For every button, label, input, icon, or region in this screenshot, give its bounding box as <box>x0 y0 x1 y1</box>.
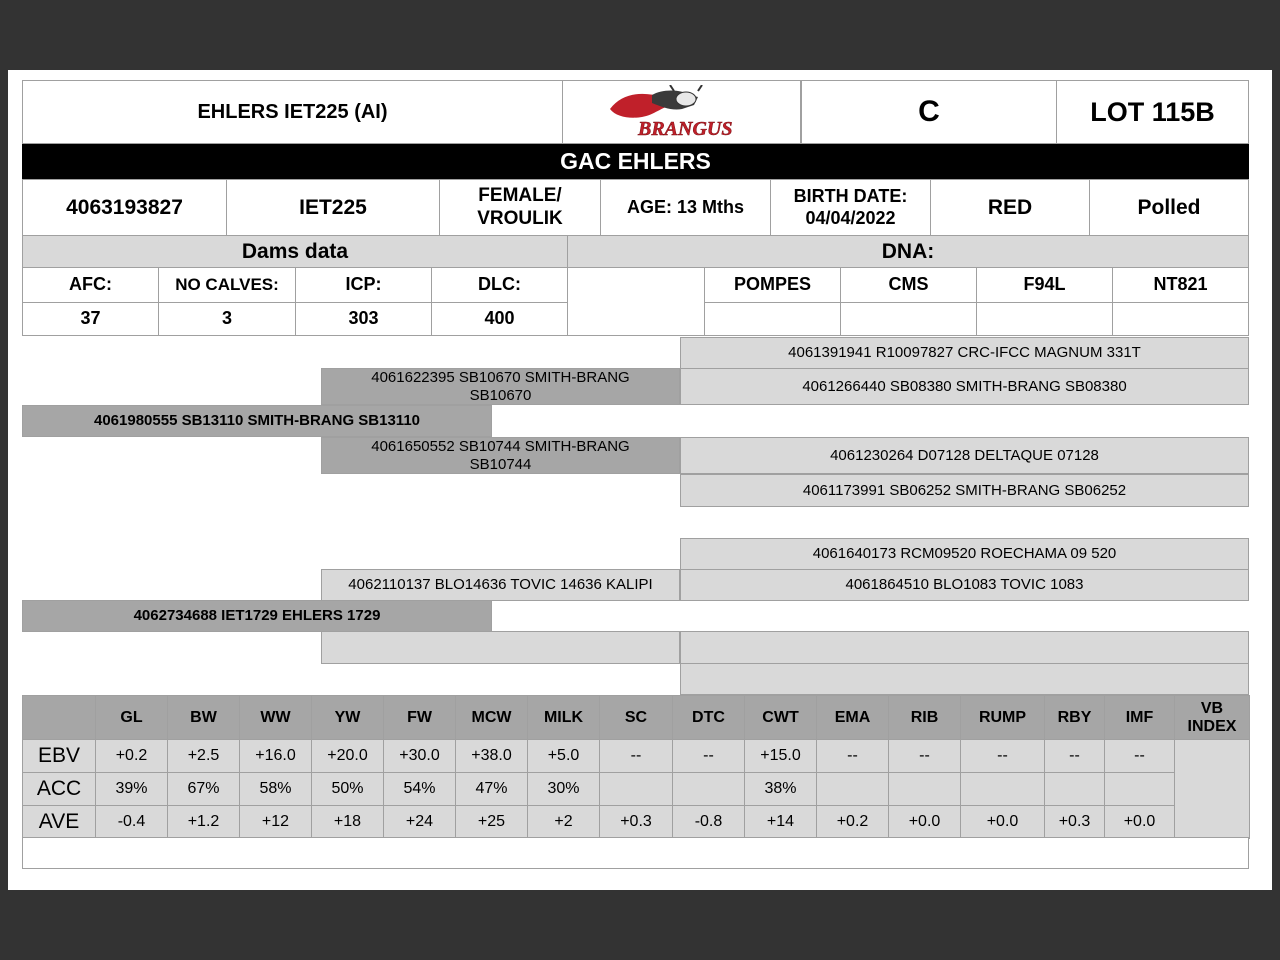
ebv-cell <box>1104 772 1175 806</box>
dams-value-afc: 37 <box>22 302 159 336</box>
pedigree-sire-dam: 4061650552 SB10744 SMITH-BRANG SB10744 <box>321 437 680 474</box>
vb-index-line2: INDEX <box>1187 717 1237 735</box>
sex-line2: VROULIK <box>477 207 563 229</box>
ebv-cell: 58% <box>239 772 312 806</box>
svg-text:BRANGUS: BRANGUS <box>637 118 732 139</box>
ebv-cell: 30% <box>527 772 600 806</box>
sex <box>439 179 601 236</box>
pedigree-dam-sire: 4062110137 BLO14636 TOVIC 14636 KALIPI <box>321 569 680 601</box>
sex-line1: FEMALE/ <box>478 184 562 206</box>
dams-header-icp: ICP: <box>295 267 432 303</box>
ebv-cell: +2 <box>527 805 600 839</box>
ebv-cell: +5.0 <box>527 739 600 773</box>
ebv-cell: 50% <box>311 772 384 806</box>
ebv-cell: +12 <box>239 805 312 839</box>
birth-date-label: BIRTH DATE: <box>793 185 908 206</box>
ebv-cell <box>672 772 745 806</box>
pedigree-sire: 4061980555 SB13110 SMITH-BRANG SB13110 <box>22 405 492 437</box>
brangus-logo <box>562 80 801 144</box>
bull-logo-icon <box>602 85 762 139</box>
ebv-row-label-acc: ACC <box>22 772 96 806</box>
ebv-cell: 47% <box>455 772 528 806</box>
vb-index-value <box>1174 739 1250 839</box>
ebv-cell: -0.4 <box>95 805 168 839</box>
registration-number: 4063193827 <box>22 179 227 236</box>
ident-code: IET225 <box>226 179 440 236</box>
vb-index-line1: VB <box>1200 699 1224 717</box>
ebv-header-rib: RIB <box>888 695 961 740</box>
ebv-cell: -- <box>888 739 961 773</box>
ebv-cell <box>960 772 1045 806</box>
pedigree-ss-sire: 4061391941 R10097827 CRC-IFCC MAGNUM 331T <box>680 337 1249 369</box>
dams-header-no-calves: NO CALVES: <box>158 267 296 303</box>
ebv-header-bw: BW <box>167 695 240 740</box>
pedigree-sd-sire: 4061230264 D07128 DELTAQUE 07128 <box>680 437 1249 474</box>
ebv-cell: -- <box>1104 739 1175 773</box>
pedigree-ds-sire: 4061640173 RCM09520 ROECHAMA 09 520 <box>680 538 1249 570</box>
dams-header-dlc: DLC: <box>431 267 568 303</box>
ebv-cell: +20.0 <box>311 739 384 773</box>
ebv-cell: -- <box>672 739 745 773</box>
ebv-header-ema: EMA <box>816 695 889 740</box>
birth-date <box>770 179 931 236</box>
dna-value-cms <box>840 302 977 336</box>
ebv-header-yw: YW <box>311 695 384 740</box>
ebv-cell: +0.2 <box>816 805 889 839</box>
ebv-cell: +0.3 <box>599 805 673 839</box>
dna-header-pompes: POMPES <box>704 267 841 303</box>
ebv-cell: 39% <box>95 772 168 806</box>
dams-header-afc: AFC: <box>22 267 159 303</box>
ebv-header-ww: WW <box>239 695 312 740</box>
ebv-cell <box>599 772 673 806</box>
ebv-cell: +38.0 <box>455 739 528 773</box>
ebv-cell: +0.0 <box>888 805 961 839</box>
ebv-header-milk: MILK <box>527 695 600 740</box>
grade: C <box>801 80 1057 144</box>
ebv-header-fw: FW <box>383 695 456 740</box>
ebv-header-vb-index <box>1174 695 1250 740</box>
ebv-header-gl: GL <box>95 695 168 740</box>
ebv-cell: -- <box>960 739 1045 773</box>
ebv-header-cwt: CWT <box>744 695 817 740</box>
lot-number: LOT 115B <box>1056 80 1249 144</box>
dams-value-icp: 303 <box>295 302 432 336</box>
ebv-header-corner <box>22 695 96 740</box>
ebv-header-rump: RUMP <box>960 695 1045 740</box>
ebv-cell: 38% <box>744 772 817 806</box>
ebv-header-mcw: MCW <box>455 695 528 740</box>
ebv-cell: +2.5 <box>167 739 240 773</box>
ebv-cell: +18 <box>311 805 384 839</box>
pedigree-dd-dam <box>680 663 1249 695</box>
pedigree-sd-dam: 4061173991 SB06252 SMITH-BRANG SB06252 <box>680 474 1249 507</box>
ebv-cell: +0.2 <box>95 739 168 773</box>
pedigree-ds-dam: 4061864510 BLO1083 TOVIC 1083 <box>680 569 1249 601</box>
ebv-cell: +14 <box>744 805 817 839</box>
dams-value-dlc: 400 <box>431 302 568 336</box>
page-title: GAC EHLERS <box>22 144 1249 179</box>
ebv-cell: -- <box>1044 739 1105 773</box>
ebv-cell: +24 <box>383 805 456 839</box>
dna-value-pompes <box>704 302 841 336</box>
ebv-row-label-ebv: EBV <box>22 739 96 773</box>
dna-header-cms: CMS <box>840 267 977 303</box>
ebv-cell: +0.3 <box>1044 805 1105 839</box>
ebv-row-label-ave: AVE <box>22 805 96 839</box>
ebv-cell: -0.8 <box>672 805 745 839</box>
table-footer-blank <box>22 837 1249 869</box>
dna-header-nt821: NT821 <box>1112 267 1249 303</box>
dna-title: DNA: <box>567 235 1249 268</box>
pedigree-dam-dam <box>321 631 680 664</box>
birth-date-value: 04/04/2022 <box>805 207 896 228</box>
ebv-cell: +0.0 <box>960 805 1045 839</box>
colour: RED <box>930 179 1090 236</box>
ebv-cell <box>888 772 961 806</box>
ebv-cell: +1.2 <box>167 805 240 839</box>
dna-blank-cell <box>567 267 705 336</box>
ebv-cell: +15.0 <box>744 739 817 773</box>
ebv-cell: +25 <box>455 805 528 839</box>
pedigree-dd-sire <box>680 631 1249 664</box>
ebv-header-sc: SC <box>599 695 673 740</box>
ebv-header-rby: RBY <box>1044 695 1105 740</box>
ebv-cell <box>816 772 889 806</box>
dna-header-f94l: F94L <box>976 267 1113 303</box>
age: AGE: 13 Mths <box>600 179 771 236</box>
ebv-cell: 67% <box>167 772 240 806</box>
ebv-header-imf: IMF <box>1104 695 1175 740</box>
dams-data-title: Dams data <box>22 235 568 268</box>
pedigree-dam: 4062734688 IET1729 EHLERS 1729 <box>22 600 492 632</box>
pedigree-ss-dam: 4061266440 SB08380 SMITH-BRANG SB08380 <box>680 368 1249 405</box>
ebv-cell: 54% <box>383 772 456 806</box>
ebv-cell: +0.0 <box>1104 805 1175 839</box>
dams-value-no-calves: 3 <box>158 302 296 336</box>
animal-name: EHLERS IET225 (AI) <box>22 80 563 144</box>
ebv-cell: +30.0 <box>383 739 456 773</box>
dna-value-nt821 <box>1112 302 1249 336</box>
ebv-cell: -- <box>816 739 889 773</box>
pedigree-sire-sire: 4061622395 SB10670 SMITH-BRANG SB10670 <box>321 368 680 405</box>
dna-value-f94l <box>976 302 1113 336</box>
ebv-cell: -- <box>599 739 673 773</box>
ebv-header-dtc: DTC <box>672 695 745 740</box>
horn-status: Polled <box>1089 179 1249 236</box>
ebv-cell <box>1044 772 1105 806</box>
ebv-cell: +16.0 <box>239 739 312 773</box>
